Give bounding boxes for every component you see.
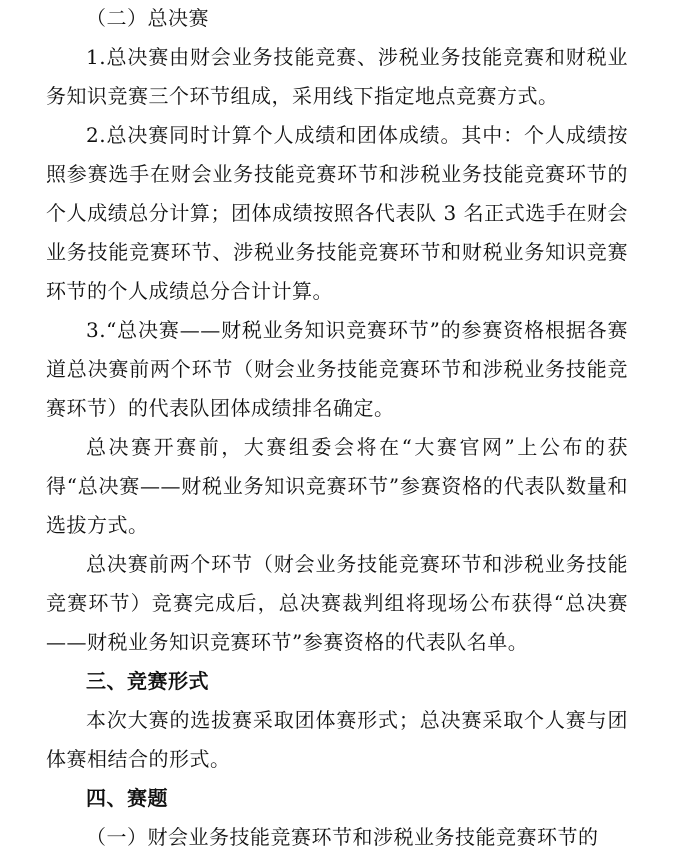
paragraph-final-team-list: 总决赛前两个环节（财会业务技能竞赛环节和涉税业务技能竞赛环节）竞赛完成后，总决赛裁判组将现场公布获得“总决赛——财税业务知识竞赛环节”参赛资格的代表队名单。: [46, 552, 628, 654]
subsection-heading-skill-rounds: （一）财会业务技能竞赛环节和涉税业务技能竞赛环节的: [86, 825, 599, 849]
paragraph-final-scoring: 2.总决赛同时计算个人成绩和团体成绩。其中：个人成绩按照参赛选手在财会业务技能竞赛环节和涉税业务技能竞赛环节的个人成绩总分计算；团体成绩按照各代表队 3 名正式选手在财会业务技能竞赛环节、涉税业务技能竞赛环节和财税业务知识竞赛环节的个人成绩总分合计计算。: [46, 123, 628, 303]
subsection-heading-final: （二）总决赛: [86, 6, 209, 30]
section-heading-questions: 四、赛题: [86, 786, 168, 810]
paragraph-final-announcement: 总决赛开赛前，大赛组委会将在“大赛官网”上公布的获得“总决赛——财税业务知识竞赛环节”参赛资格的代表队数量和选拔方式。: [46, 435, 628, 537]
paragraph-final-composition: 1.总决赛由财会业务技能竞赛、涉税业务技能竞赛和财税业务知识竞赛三个环节组成，采用线下指定地点竞赛方式。: [46, 45, 628, 108]
paragraph-competition-format: 本次大赛的选拔赛采取团体赛形式；总决赛采取个人赛与团体赛相结合的形式。: [46, 708, 628, 771]
section-heading-competition-format: 三、竞赛形式: [86, 669, 209, 693]
paragraph-final-qualification: 3.“总决赛——财税业务知识竞赛环节”的参赛资格根据各赛道总决赛前两个环节（财会业务技能竞赛环节和涉税业务技能竞赛环节）的代表队团体成绩排名确定。: [46, 318, 628, 420]
